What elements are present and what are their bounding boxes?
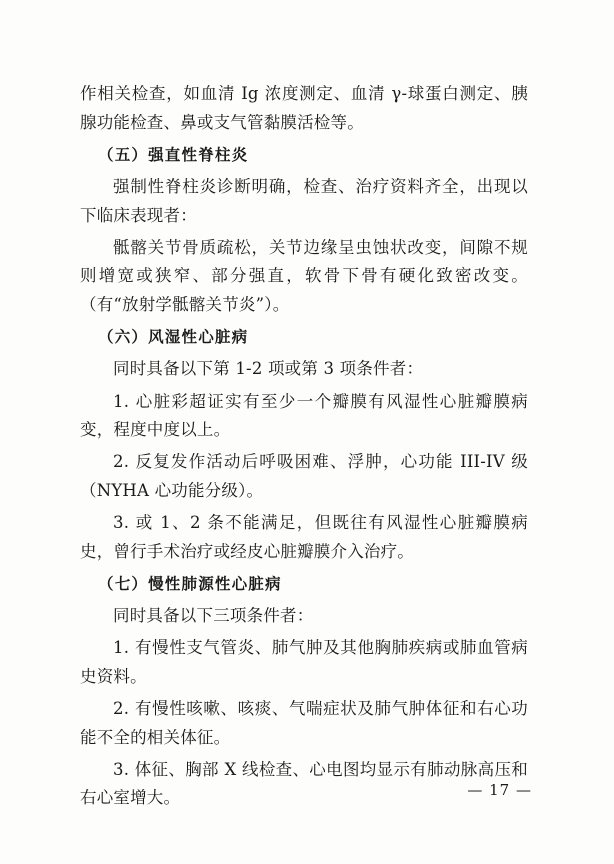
list-item-rhd-1: 1. 心脏彩超证实有至少一个瓣膜有风湿性心脏瓣膜病变，程度中度以上。 bbox=[80, 391, 528, 440]
document-body bbox=[80, 80, 528, 817]
paragraph-as-diagnosis: 强制性脊柱炎诊断明确，检查、治疗资料齐全，出现以下临床表现者： bbox=[80, 176, 528, 225]
section-heading-cor-pulmonale: （七）慢性肺源性心脏病 bbox=[98, 574, 282, 593]
page-number: — 17 — bbox=[467, 781, 532, 799]
list-item-cp-1: 1. 有慢性支气管炎、肺气肿及其他胸肺疾病或肺血管病史资料。 bbox=[80, 638, 528, 686]
section-heading-ankylosing-spondylitis: （五）强直性脊柱炎 bbox=[98, 145, 249, 164]
list-item-cp-3: 3. 体征、胸部 X 线检查、心电图均显示有肺动脉高压和右心室增大。 bbox=[80, 759, 528, 808]
paragraph-as-findings: 骶髂关节骨质疏松，关节边缘呈虫蚀状改变，间隙不规则增宽或狭窄、部分强直，软骨下骨有硬化致密改变。（有“放射学骶髂关节炎”）。 bbox=[80, 237, 528, 314]
list-item-cp-2: 2. 有慢性咳嗽、咳痰、气喘症状及肺气肿体征和右心功能不全的相关体征。 bbox=[80, 699, 528, 747]
list-item-rhd-2: 2. 反复发作活动后呼吸困难、浮肿，心功能 III-IV 级（NYHA 心功能分级）。 bbox=[80, 452, 528, 500]
list-item-rhd-3: 3. 或 1、2 条不能满足，但既往有风湿性心脏瓣膜病史，曾行手术治疗或经皮心脏瓣膜介入治疗。 bbox=[80, 513, 528, 561]
paragraph-cp-conditions: 同时具备以下三项条件者： bbox=[113, 606, 314, 626]
paragraph-rhd-conditions: 同时具备以下第 1-2 项或第 3 项条件者： bbox=[113, 359, 424, 379]
paragraph-continued-exams: 作相关检查，如血清 Ig 浓度测定、血清 γ-球蛋白测定、胰腺功能检查、鼻或支气管黏膜活检等。 bbox=[80, 84, 528, 132]
section-heading-rheumatic-heart-disease: （六）风湿性心脏病 bbox=[98, 328, 249, 347]
